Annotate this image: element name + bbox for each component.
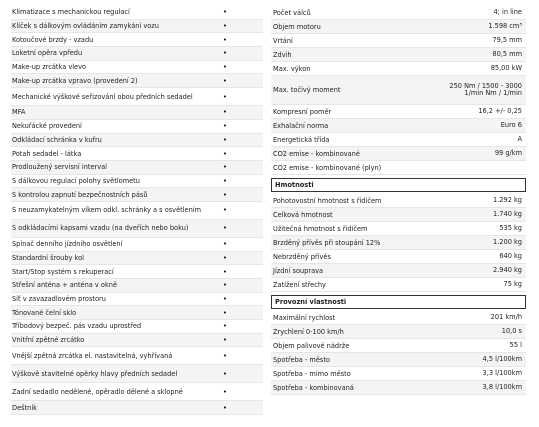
equipment-row [11,6,263,20]
equipment-label: Loketní opěra vpředu [12,49,83,58]
spec-row [271,119,526,133]
equipment-label: Standardní šrouby kol [12,253,84,262]
included-mark: • [222,22,228,31]
equipment-label: Make-up zrcátka vpravo (provedení 2) [12,76,138,85]
spec-row [271,133,526,147]
spec-value: 3,8 l/100km [482,383,522,391]
included-mark: • [222,8,228,17]
spec-value: 1.740 kg [493,210,522,218]
equipment-label: Výškově stavitelné opěrky hlavy předních sedadel [12,369,178,378]
equipment-label: Prodloužený servisní interval [12,163,108,172]
equipment-label: Kotoučové brzdy - vzadu [12,35,94,44]
equipment-label: Deštník [12,403,37,412]
equipment-label: Tříbodový bezpeč. pás vzadu uprostřed [12,322,142,331]
equipment-row [11,306,263,320]
spec-row [271,278,526,292]
equipment-row [11,74,263,88]
equipment-label: S neuzamykatelným víkem odkl. schránky a s osvětlením [12,206,202,215]
included-mark: • [222,49,228,58]
spec-label: Spotřeba - město [273,355,330,364]
included-mark: • [222,308,228,317]
equipment-row [11,33,263,47]
spec-label: Objem palivové nádrže [273,341,350,350]
spec-value: 2.940 kg [493,266,522,274]
equipment-row [11,279,263,293]
spec-label: Vrtání [273,36,293,45]
spec-row [271,147,526,161]
spec-label: Zatížení střechy [273,280,326,289]
spec-row [271,325,526,339]
spec-row [271,6,526,20]
spec-label: CO2 emise - kombinované (plyn) [273,163,382,172]
included-mark: • [222,403,228,412]
equipment-label: MFA [12,108,26,117]
performance-header: Provozní vlastnosti [271,295,526,309]
equipment-label: S odkládacími kapsami vzadu (na dveřích nebo boku) [12,224,189,233]
spec-label: Energetická třída [273,135,330,144]
spec-label: Kompresní poměr [273,107,332,116]
included-mark: • [222,135,228,144]
included-mark: • [222,108,228,117]
spec-row [271,34,526,48]
equipment-label: Odkládací schránka v kufru [12,135,102,144]
included-mark: • [222,122,228,131]
equipment-label: Zadní sedadlo nedělené, opěradlo dělené a sklopné [12,387,183,396]
equipment-label: Spínač denního jízdního osvětlení [12,240,123,249]
included-mark: • [222,281,228,290]
equipment-label: Síť v zavazadlovém prostoru [12,295,106,304]
equipment-row [11,106,263,120]
spec-label: Počet válců [273,8,311,17]
spec-row [271,20,526,34]
equipment-label: Tónované čelní sklo [12,308,77,317]
spec-label: Zrychlení 0-100 km/h [273,327,344,336]
included-mark: • [222,176,228,185]
spec-row [271,264,526,278]
equipment-label: Klimatizace s mechanickou regulací [12,8,130,17]
spec-row [271,48,526,62]
equipment-label: S dálkovou regulací polohy světlometu [12,176,140,185]
spec-row [271,76,526,105]
spec-row [271,194,526,208]
equipment-label: Start/Stop systém s rekuperací [12,267,114,276]
spec-value: Euro 6 [500,121,522,129]
included-mark: • [222,240,228,249]
weights-header: Hmotnosti [271,178,526,192]
spec-label: Max. točivý moment [273,86,341,94]
included-mark: • [222,206,228,215]
equipment-row [11,265,263,279]
equipment-label: Mechanické výškové seřizování obou předních sedadel [12,92,193,101]
equipment-label: Vnitřní zpětné zrcátko [12,336,85,345]
spec-label: Spotřeba - mimo město [273,369,351,378]
spec-row [271,250,526,264]
included-mark: • [222,224,228,233]
spec-label: Objem motoru [273,22,321,31]
equipment-row [11,134,263,148]
spec-row [271,105,526,119]
spec-value: 4; in line [493,8,522,16]
equipment-row [11,120,263,134]
spec-value: 1.292 kg [493,196,522,204]
spec-value: 4,5 l/100km [482,355,522,363]
spec-row [271,353,526,367]
spec-label: Jízdní souprava [273,266,324,275]
spec-row [271,381,526,395]
equipment-row [11,161,263,175]
included-mark: • [222,322,228,331]
equipment-list [11,6,263,415]
equipment-row [11,175,263,189]
spec-row [271,311,526,325]
equipment-label: Vnější zpětná zrcátka el. nastavitelná, vyhřívaná [12,351,173,360]
equipment-label: Nekuřácké provedení [12,122,82,131]
spec-row [271,161,526,175]
spec-label: Maximální rychlost [273,313,336,322]
spec-row [271,62,526,76]
included-mark: • [222,253,228,262]
spec-value: 535 kg [499,224,522,232]
equipment-label: Potah sedadel - látka [12,149,82,158]
spec-value: 79,5 mm [492,36,522,44]
equipment-row [11,347,263,365]
spec-row [271,208,526,222]
equipment-row [11,320,263,334]
equipment-row [11,252,263,266]
included-mark: • [222,76,228,85]
equipment-row [11,147,263,161]
spec-label: Celková hmotnost [273,210,333,219]
spec-value: 99 g/km [494,149,522,157]
spec-value: 3,3 l/100km [482,369,522,377]
spec-label: Brzděný přívěs při stoupání 12% [273,238,381,247]
spec-label: Pohotovostní hmotnost s řidičem [273,196,382,205]
spec-label: Užitečná hmotnost s řidičem [273,224,368,233]
equipment-label: S kontrolou zapnutí bezpečnostních pásů [12,190,148,199]
equipment-row [11,238,263,252]
equipment-row [11,20,263,34]
equipment-row [11,401,263,415]
equipment-label: Make-up zrcátka vlevo [12,63,87,72]
spec-value: 250 Nm / 1500 - 3000 1/min Nm / 1/min [449,82,522,97]
spec-label: Spotřeba - kombinovaná [273,383,354,392]
included-mark: • [222,63,228,72]
included-mark: • [222,336,228,345]
engine-spec-table [271,6,526,175]
spec-value: 75 kg [503,280,522,288]
spec-value: 80,5 mm [492,50,522,58]
spec-label: Max. výkon [273,64,311,73]
included-mark: • [222,35,228,44]
included-mark: • [222,190,228,199]
spec-value: 640 kg [499,252,522,260]
equipment-label: Klíček s dálkovým ovládáním zamykání vozu [12,22,159,31]
spec-label: Exhalační norma [273,121,329,130]
spec-row [271,222,526,236]
performance-table [271,311,526,395]
included-mark: • [222,387,228,396]
equipment-row [11,365,263,383]
equipment-row [11,293,263,307]
equipment-row [11,47,263,61]
equipment-row [11,88,263,106]
equipment-row [11,383,263,401]
included-mark: • [222,295,228,304]
equipment-row [11,202,263,220]
equipment-row [11,61,263,75]
spec-value: 16,2 +/- 0,25 [478,107,522,115]
spec-value: 1.598 cm³ [488,22,522,30]
spec-value: 201 km/h [490,313,522,321]
spec-label: CO2 emise - kombinované [273,149,360,158]
included-mark: • [222,351,228,360]
equipment-row [11,188,263,202]
weights-table [271,194,526,292]
spec-row [271,236,526,250]
spec-label: Zdvih [273,50,292,59]
spec-row [271,367,526,381]
spec-label: Nebrzděný přívěs [273,252,331,261]
equipment-row [11,334,263,348]
spec-value: 85,00 kW [490,64,522,72]
included-mark: • [222,163,228,172]
spec-row [271,339,526,353]
spec-value: 55 l [509,341,522,349]
included-mark: • [222,92,228,101]
included-mark: • [222,369,228,378]
included-mark: • [222,149,228,158]
equipment-row [11,220,263,238]
included-mark: • [222,267,228,276]
spec-value: 10,0 s [501,327,522,335]
spec-value: A [517,135,522,143]
spec-value: 1.200 kg [493,238,522,246]
equipment-label: Střešní anténa + anténa v okně [12,281,117,290]
spec-column [271,6,526,395]
